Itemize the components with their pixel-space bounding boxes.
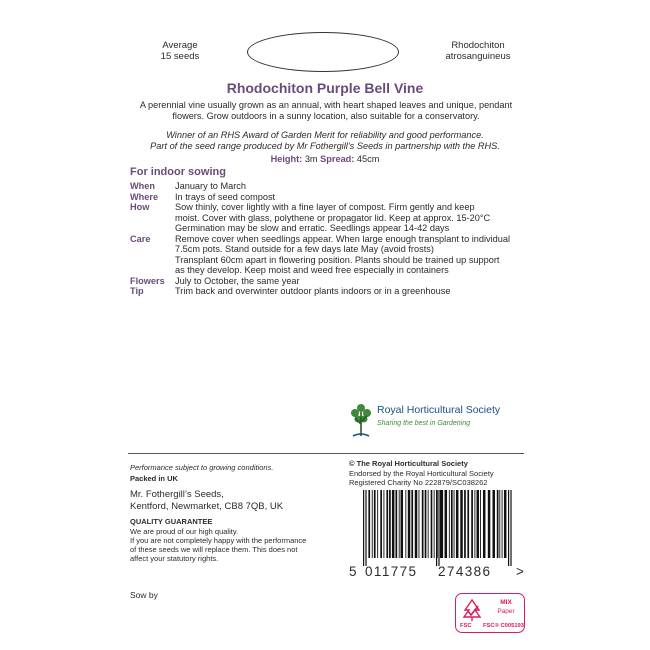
fsc-paper: Paper [497,608,515,615]
barcode-bar [488,490,491,558]
disclaimer: Performance subject to growing conditions. [130,463,274,472]
barcode-bar [386,490,388,558]
barcode-bar [441,490,443,558]
award-line: Winner of an RHS Award of Garden Merit for reliability and good performance. [166,130,484,140]
award-text [110,130,540,152]
height-label: Height: [270,154,303,164]
guarantee-title: QUALITY GUARANTEE [130,517,213,526]
barcode-bar [497,490,499,558]
product-description: A perennial vine usually grown as an annual, with heart shaped leaves and unique, pendant flowers. Grow outdoors in a sunny location, also suitable for a conservatory. [139,100,513,121]
sowing-row-line: July to October, the same year [175,275,300,286]
sowing-row [130,181,530,192]
fsc-badge [455,593,525,633]
seed-count-label: Average [162,40,198,51]
barcode-bar [401,490,404,558]
address-line: Kentford, Newmarket, CB8 7QB, UK [130,501,284,512]
barcode-bar [422,490,424,558]
sowing-row [130,276,530,287]
barcode-bar [510,490,511,566]
barcode-bar [411,490,413,558]
divider [128,453,524,454]
sowing-row-label: Tip [130,286,144,296]
sowing-row-text [175,181,530,192]
barcode-bar [502,490,503,558]
barcode-bar [395,490,397,558]
sowing-row-line: 7.5cm pots. Stand outside for a few days late May (avoid frosts) [175,244,434,254]
guarantee-line: affect your statutory rights. [130,554,219,563]
sowing-heading: For indoor sowing [130,166,226,178]
barcode-bar [451,490,453,558]
barcode-bar [368,490,370,558]
barcode-bar [392,490,395,558]
sowing-row-line: moist. Cover with glass, polythene or propagator lid. Keep at approx. 15-20°C [175,212,491,223]
sowing-table [130,181,530,297]
fsc-label: FSC [460,623,472,629]
barcode-bar [431,490,433,558]
barcode-bar [467,490,469,558]
barcode-bar [474,490,475,558]
barcode-bar [454,490,455,558]
barcode-bar [363,490,364,566]
sowing-row [130,202,530,234]
spread-value: 45cm [356,154,380,164]
guarantee-line: If you are not completely happy with the performance [130,536,307,545]
barcode-digit-first: 5 [349,564,357,579]
barcode-bar [428,490,429,558]
barcode-bar [499,490,500,558]
sowing-row-label: Flowers [130,275,165,286]
barcode-bars [363,490,513,566]
sowing-row-line: Remove cover when seedlings appear. When large enough transplant to individual [175,233,511,244]
barcode-bar [419,490,420,558]
guarantee-line: of these seeds we will replace them. This does not [130,545,298,554]
guarantee-text [130,527,330,563]
barcode-bar [508,490,509,566]
sowing-row-label: Where [130,191,159,202]
spread-label: Spread: [320,154,355,164]
barcode-bar [477,490,480,558]
sowing-row [130,192,530,203]
address-line: Mr. Fothergill’s Seeds, [130,489,224,500]
barcode-bar [436,490,437,566]
guarantee-line: We are proud of our high quality. [130,527,239,536]
rhs-endorsement: Endorsed by the Royal Horticultural Society [349,469,494,478]
height-value: 3m [304,154,318,164]
sowing-row-text [175,192,530,203]
barcode-bar [380,490,382,558]
sowing-row-line: as they develop. Keep moist and weed free especially in containers [175,265,449,275]
sowing-row-text [175,234,530,276]
barcode-bar [464,490,466,558]
barcode-bar [483,490,486,558]
barcode-bar [365,490,366,566]
sowing-row-text [175,276,530,287]
sowing-row-text [175,286,530,297]
seed-count-value: 15 seeds [160,51,200,62]
latin-species: atrosanguineus [445,51,511,62]
seed-count [150,40,210,62]
sowing-row [130,286,530,297]
barcode-bar [425,490,427,558]
barcode-digits-right: 274386 [438,564,492,579]
sowing-row-label: When [130,181,156,191]
sowing-row-label: How [130,202,150,212]
barcode-bar [504,490,507,558]
rhs-logo [349,402,529,442]
barcode-bar [383,490,384,558]
barcode-bar [492,490,495,558]
company-address [130,489,283,513]
rhs-tree-icon [349,402,373,440]
rhs-tagline: Sharing the best in Gardening [377,420,471,427]
product-title: Rhodochiton Purple Bell Vine [226,80,424,96]
height-spread [0,154,650,164]
latin-name [432,40,524,62]
barcode-bar [480,490,481,558]
barcode-bar [456,490,459,558]
fsc-tree-checkmark-icon [461,598,483,622]
sowing-row [130,234,530,276]
barcode-bar [399,490,400,558]
barcode-bar [415,490,418,558]
sowing-row-label: Care [130,233,151,244]
barcode-bar [434,490,435,558]
rhs-copyright: © The Royal Horticultural Society [349,459,468,468]
barcode-bar [372,490,373,558]
barcode-digits-left: 011775 [365,564,418,579]
barcode-bar [471,490,473,558]
rhs-charity-number: Registered Charity No 222879/SC038262 [349,478,488,487]
barcode-bar [460,490,463,558]
barcode-bar [377,490,378,558]
sowing-row-line: Trim back and overwinter outdoor plants indoors or in a greenhouse [175,286,451,296]
partnership-line: Part of the seed range produced by Mr Fothergill’s Seeds in partnership with the RHS. [150,141,500,151]
barcode-bar [438,490,439,566]
barcode-bar [389,490,391,558]
fsc-mix: MIX [500,599,512,606]
sowing-row-line: Transplant 60cm apart in flowering position. Plants should be trained up support [175,254,500,265]
sowing-row-text [175,202,530,234]
sowing-row-line: In trays of seed compost [175,191,276,202]
barcode-bar [374,490,376,558]
sowing-row-line: Germination may be slow and erratic. Seedlings appear 14-42 days [175,223,450,233]
packed-in: Packed in UK [130,474,178,483]
latin-genus: Rhodochiton [451,40,505,51]
fsc-code: FSC® C005193 [483,623,525,629]
barcode-quiet-zone-marker: > [516,564,524,579]
packet-window [247,32,399,72]
barcode [349,490,529,580]
sowing-row-line: January to March [175,181,246,191]
barcode-bar [408,490,411,558]
rhs-name: Royal Horticultural Society [377,404,501,416]
sowing-row-line: Sow thinly, cover lightly with a fine layer of compost. Firm gently and keep [175,202,475,212]
barcode-bar [445,490,448,558]
barcode-bar [449,490,450,558]
sow-by-label: Sow by [130,590,158,600]
barcode-bar [405,490,406,558]
